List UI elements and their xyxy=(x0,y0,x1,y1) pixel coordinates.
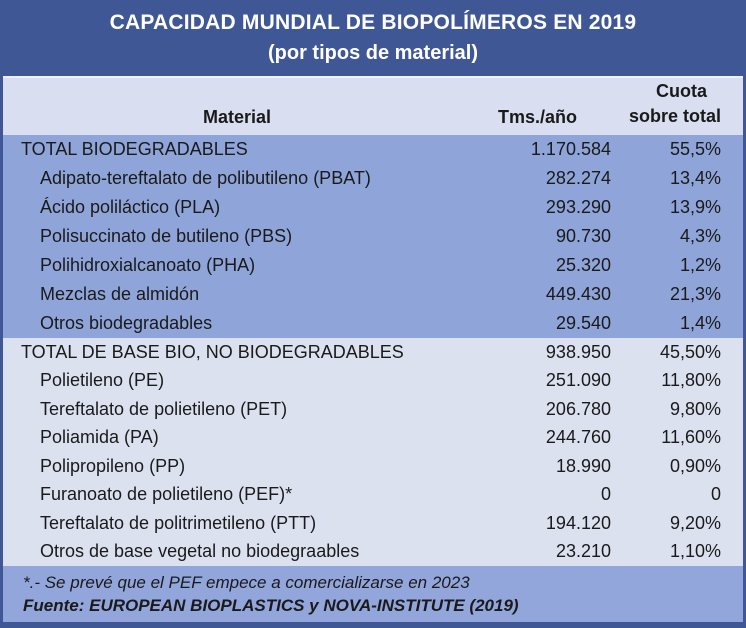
share-cell: 45,50% xyxy=(659,341,721,362)
column-header-material: Material xyxy=(202,107,272,127)
figure-subtitle: (por tipos de material) xyxy=(267,42,479,64)
section-biodegradables xyxy=(3,135,743,338)
column-header-tons-per-year: Tms./año xyxy=(497,107,577,127)
figure-title: CAPACIDAD MUNDIAL DE BIOPOLÍMEROS EN 2019 xyxy=(109,11,637,34)
tons-cell: 23.210 xyxy=(555,541,611,562)
material-cell: Otros biodegradables xyxy=(40,313,213,333)
material-cell: TOTAL DE BASE BIO, NO BIODEGRADABLES xyxy=(21,341,404,362)
table-row xyxy=(3,135,743,164)
share-cell: 13,9% xyxy=(669,197,721,217)
material-cell: Polipropileno (PP) xyxy=(40,455,186,476)
tons-cell: 194.120 xyxy=(545,512,611,533)
share-cell: 21,3% xyxy=(669,284,721,304)
share-cell: 1,4% xyxy=(679,313,721,333)
column-header-share-line1: Cuota xyxy=(656,81,707,102)
share-cell: 11,80% xyxy=(661,370,721,391)
table-row xyxy=(3,481,743,510)
share-cell: 13,4% xyxy=(669,168,721,188)
table-row xyxy=(3,193,743,222)
material-cell: Polisuccinato de butileno (PBS) xyxy=(40,226,293,246)
tons-cell: 29.540 xyxy=(555,313,611,333)
material-cell: Tereftalato de polietileno (PET) xyxy=(40,398,288,419)
tons-cell: 206.780 xyxy=(545,398,611,419)
material-cell: Adipato-tereftalato de polibutileno (PBAT) xyxy=(40,168,371,188)
tons-cell: 90.730 xyxy=(555,226,611,246)
share-cell: 55,5% xyxy=(669,139,721,159)
table-row xyxy=(3,509,743,538)
share-cell: 9,80% xyxy=(669,398,721,419)
column-header-share-line2: sobre total xyxy=(628,105,721,126)
material-cell: Poliamida (PA) xyxy=(40,427,159,448)
material-cell: Furanoato de polietileno (PEF)* xyxy=(40,484,293,505)
material-cell: Otros de base vegetal no biodegraables xyxy=(40,541,360,562)
material-cell: Tereftalato de politrimetileno (PTT) xyxy=(40,512,317,533)
material-cell: Polietileno (PE) xyxy=(40,370,165,391)
table-row xyxy=(3,222,743,251)
table-row xyxy=(3,424,743,453)
table-row xyxy=(3,452,743,481)
table-row xyxy=(3,164,743,193)
title-band xyxy=(3,0,743,76)
table-row xyxy=(3,338,743,367)
footer-band xyxy=(3,566,743,622)
material-cell: Polihidroxialcanoato (PHA) xyxy=(40,255,256,275)
section-base-bio-no-biodegradables xyxy=(3,338,743,566)
share-cell: 4,3% xyxy=(679,226,721,246)
share-cell: 1,2% xyxy=(679,255,721,275)
material-cell: TOTAL BIODEGRADABLES xyxy=(21,139,248,159)
table-row xyxy=(3,367,743,396)
share-cell: 0,90% xyxy=(669,455,721,476)
tons-cell: 0 xyxy=(600,484,611,505)
material-cell: Ácido poliláctico (PLA) xyxy=(40,197,221,217)
tons-cell: 938.950 xyxy=(545,341,611,362)
footnote: *.- Se prevé que el PEF empece a comercializarse en 2023 xyxy=(23,572,470,592)
table-header-row xyxy=(3,76,743,135)
source-attribution: Fuente: EUROPEAN BIOPLASTICS y NOVA-INSTITUTE (2019) xyxy=(23,595,519,615)
tons-cell: 1.170.584 xyxy=(530,139,611,159)
column-header-share xyxy=(611,79,721,128)
tons-cell: 18.990 xyxy=(555,455,611,476)
tons-cell: 449.430 xyxy=(545,284,611,304)
table-row xyxy=(3,395,743,424)
tons-cell: 244.760 xyxy=(545,427,611,448)
share-cell: 9,20% xyxy=(669,512,721,533)
share-cell: 1,10% xyxy=(669,541,721,562)
table-row xyxy=(3,280,743,309)
tons-cell: 293.290 xyxy=(545,197,611,217)
share-cell: 11,60% xyxy=(661,427,721,448)
material-cell: Mezclas de almidón xyxy=(40,284,200,304)
table-row xyxy=(3,538,743,567)
tons-cell: 282.274 xyxy=(545,168,611,188)
tons-cell: 251.090 xyxy=(545,370,611,391)
table-row xyxy=(3,251,743,280)
tons-cell: 25.320 xyxy=(555,255,611,275)
table-row xyxy=(3,309,743,338)
share-cell: 0 xyxy=(710,484,721,505)
